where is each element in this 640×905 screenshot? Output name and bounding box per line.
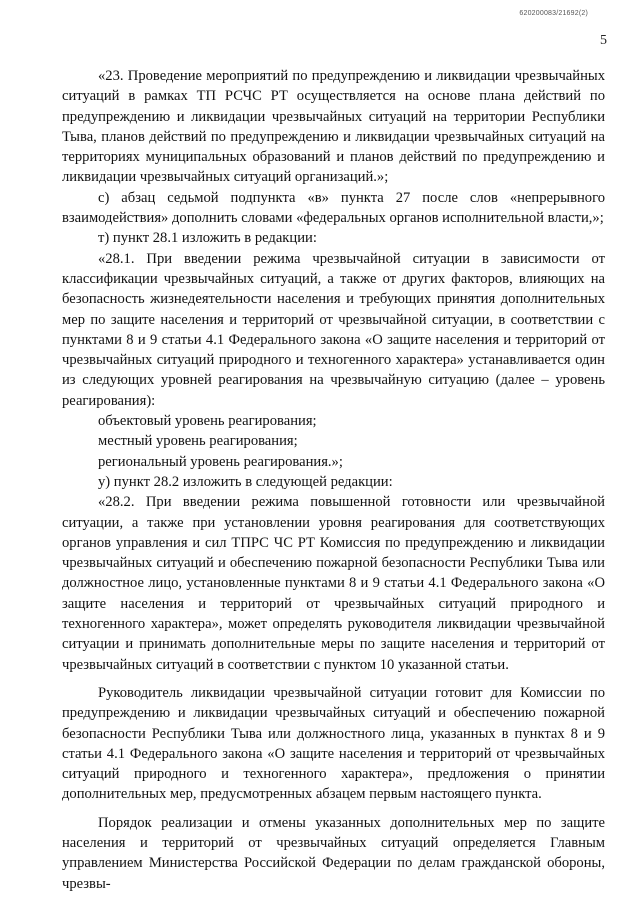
document-body xyxy=(62,66,605,894)
page-number: 5 xyxy=(600,33,607,48)
paragraph-t: т) пункт 28.1 изложить в редакции: xyxy=(98,230,317,247)
paragraph-28-1: «28.1. При введении режима чрезвычайной ситуации в зависимости от классификации чрезвычайных ситуаций, а также от других факторов, влияющих на безопасность жизнедеятельности населения и требующих принятия дополнительных мер по защите населения и территорий от чрезвычайной ситуации, в соответствии с пунктами 8 и 9 статьи 4.1 Федерального закона «О защите населения и территорий от чрезвычайных ситуаций природного и техногенного характера» устанавливается один из следующих уровней реагирования на чрезвычайную ситуацию (далее – уровень реагирования): xyxy=(62,250,605,409)
list-item-object-level: объектовый уровень реагирования; xyxy=(98,413,317,430)
paragraph-28-2: «28.2. При введении режима повышенной готовности или чрезвычайной ситуации, а также при установлении уровня реагирования для соответствующих органов управления и сил ТПРС ЧС РТ Комиссия по предупреждению и ликвидации чрезвычайных ситуаций и обеспечению пожарной безопасности Республики Тыва или должностное лицо, установленные пунктами 8 и 9 статьи 4.1 Федерального закона «О защите населения и территорий от чрезвычайных ситуаций природного и техногенного характера», может определять руководителя ликвидации чрезвычайной ситуации и принимать дополнительные меры по защите населения и территорий от чрезвычайных ситуаций в соответствии с пунктом 10 указанной статьи. xyxy=(62,494,605,673)
paragraph-s: с) абзац седьмой подпункта «в» пункта 27 после слов «непрерывного взаимодействия» дополнить словами «федеральных органов исполнительной власти,»; xyxy=(62,189,605,227)
list-item-local-level: местный уровень реагирования; xyxy=(98,433,298,450)
list-item-regional-level: региональный уровень реагирования.»; xyxy=(98,453,343,470)
paragraph-procedure: Порядок реализации и отмены указанных дополнительных мер по защите населения и территорий от чрезвычайных ситуаций определяется Главным управлением Министерства Российской Федерации по делам гражданской обороны, чрезвы- xyxy=(62,814,605,892)
document-id: 620200083/21692(2) xyxy=(519,10,588,17)
paragraph-liquidation-head: Руководитель ликвидации чрезвычайной ситуации готовит для Комиссии по предупреждению и ликвидации чрезвычайных ситуаций и обеспечению пожарной безопасности Республики Тыва или должностного лица, указанных в пунктах 8 и 9 статьи 4.1 Федерального закона «О защите населения и территорий от чрезвычайных ситуаций природного и техногенного характера», предложения о принятии дополнительных мер, предусмотренных абзацем первым настоящего пункта. xyxy=(62,684,605,803)
paragraph-23: «23. Проведение мероприятий по предупреждению и ликвидации чрезвычайных ситуаций в рамках ТП РСЧС РТ осуществляется на основе плана действий по предупреждению и ликвидации чрезвычайных ситуаций на территории Республики Тыва, планов действий по предупреждению и ликвидации чрезвычайных ситуаций на территориях муниципальных образований и планов действий по предупреждению и ликвидации чрезвычайных ситуаций организаций.»; xyxy=(62,68,605,186)
paragraph-u: у) пункт 28.2 изложить в следующей редакции: xyxy=(98,473,393,490)
